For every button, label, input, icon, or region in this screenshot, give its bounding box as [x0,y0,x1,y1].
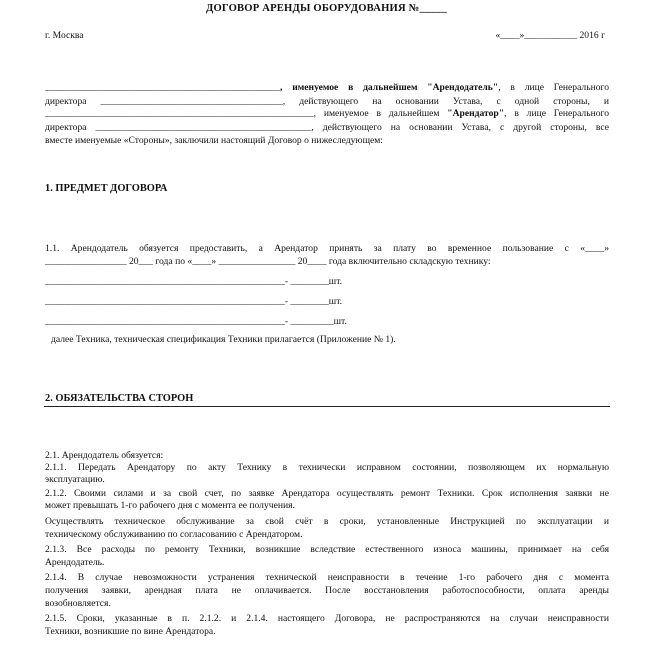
clause-1-1-line-2: _________________ 20___ года по «____» ________________ 20____ года включительно складскую технику: [45,256,491,267]
clause-line: 2.1.5. Сроки, указанные в п. 2.1.2. и 2.1.4. настоящего Договора, не распространяются на случаи неисправности [45,613,609,624]
clause-1-1-line-1: 1.1. Арендодатель обязуется предоставить, а Арендатор принять за плату во временное пользование с «____» [45,243,609,254]
contract-date: «____»___________ 2016 г [495,30,605,41]
preamble-line-3 [45,108,609,120]
document-title: ДОГОВОР АРЕНДЫ ОБОРУДОВАНИЯ №_____ [205,3,448,14]
section-2-underline [44,406,610,407]
section-1-heading: 1. ПРЕДМЕТ ДОГОВОРА [45,183,168,194]
preamble-line-1 [45,82,609,94]
city-label: г. Москва [45,30,84,41]
preamble-text: , в лице Генерального [498,82,610,93]
clause-line: возобновляется. [45,598,111,609]
clause-line: 2.1.1. Передать Арендатору по акту Технику в технически исправном состоянии, позволяющем их нормальную [45,462,609,473]
specification-note: далее Техника, техническая спецификация Техники прилагается (Приложение № 1). [51,334,396,345]
preamble-line-4: директора _____________________________________________, действующего на основании Устава, с другой стороны, все [45,122,609,133]
equipment-item-1: __________________________________________________- ________шт. [45,276,343,287]
clause-line: Техники, возникшие по вине Арендатора. [45,626,216,637]
preamble-text: , в лице Генерального [504,108,610,119]
clause-line: техническому обслуживанию по согласованию с Арендатором. [45,529,303,540]
preamble-text: , именуемое в дальнейшем [280,82,428,93]
lessee-name-blank: ________________________________________________________, именуемое в дальнейшем [45,108,448,119]
equipment-item-3: __________________________________________________- _________шт. [45,316,347,327]
section-2-heading: 2. ОБЯЗАТЕЛЬСТВА СТОРОН [45,393,194,404]
preamble-line-5: вместе именуемые «Стороны», заключили настоящий Договор о нижеследующем: [45,135,383,146]
clause-line: получения заявки, арендная плата не оплачивается. После восстановления работоспособности, оплата аренды [45,585,609,596]
clause-line: эксплуатацию. [45,474,105,485]
clause-line: Осуществлять техническое обслуживание за свой счёт в сроки, установленные Инструкцией по эксплуатации и [45,516,609,527]
equipment-item-2: __________________________________________________- ________шт. [45,296,343,307]
clause-line: 2.1.4. В случае невозможности устранения технической неисправности в течение 1-го рабочего дня с момента [45,572,609,583]
clause-line: 2.1. Арендодатель обязуется: [45,450,164,461]
lessee-term: "Арендатор" [447,108,505,119]
clause-line: 2.1.3. Все расходы по ремонту Техники, возникшие вследствие естественного износа машины, принимает на себя [45,544,609,555]
clause-line: может превышать 1-го рабочего дня с момента ее получения. [45,500,295,511]
clause-line: Арендодатель. [45,557,105,568]
clause-line: 2.1.2. Своими силами и за свой счет, по заявке Арендатора осуществлять ремонт Техники. Срок исполнения заявки не [45,488,609,499]
lessor-term: "Арендодатель" [427,82,499,93]
preamble-line-2: директора ______________________________________, действующего на основании Устава, с одной стороны, и [45,96,609,107]
lessor-name-blank: _________________________________________________ [45,82,281,93]
